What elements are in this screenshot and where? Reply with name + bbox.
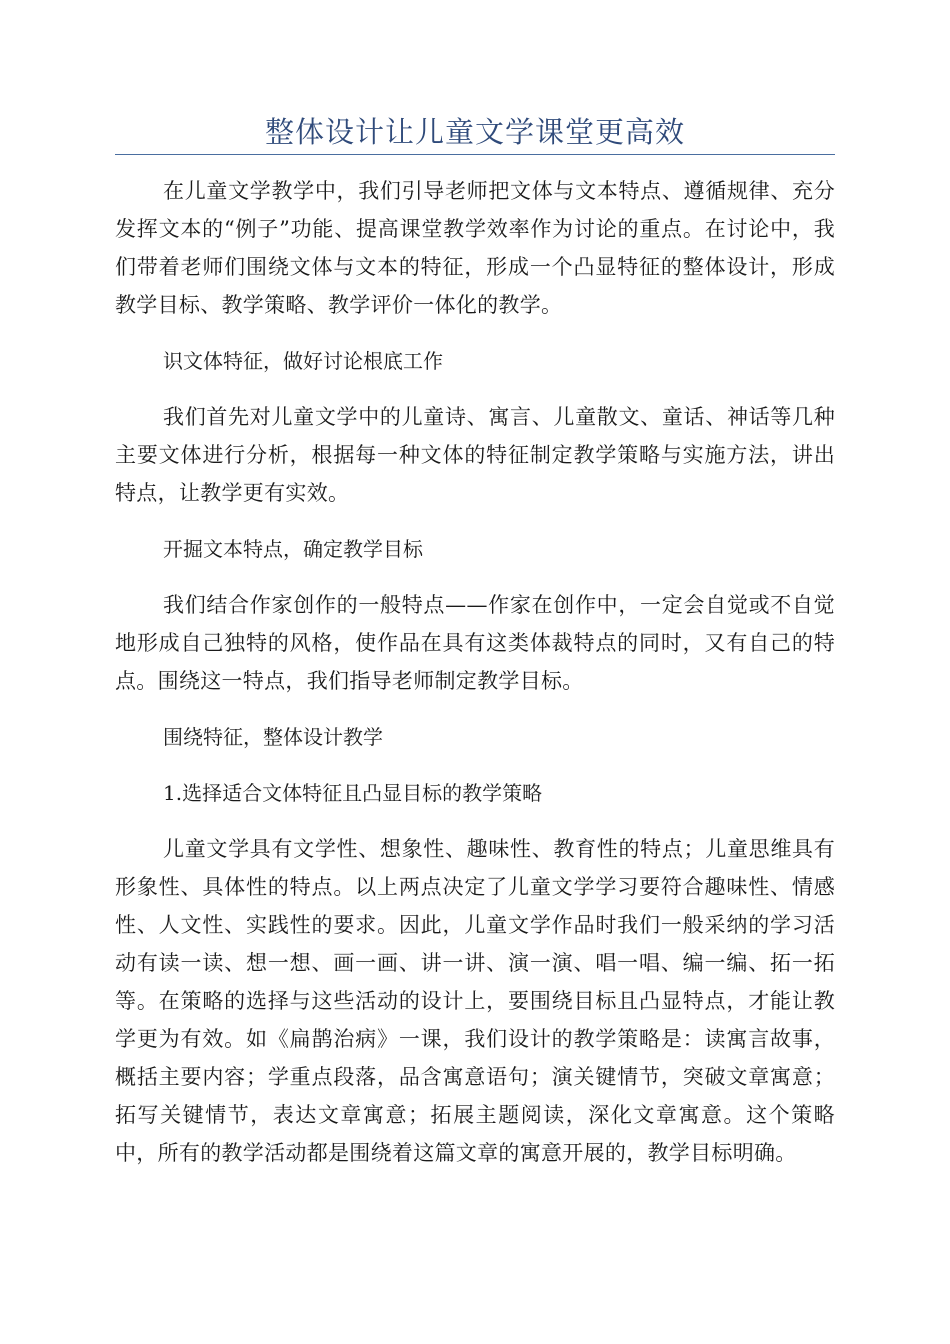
- paragraph-intro: 在儿童文学教学中，我们引导老师把文体与文本特点、遵循规律、充分发挥文本的“例子”功能、提高课堂教学效率作为讨论的重点。在讨论中，我们带着老师们围绕文体与文本的特征，形成一个凸显特征的整体设计，形成教学目标、教学策略、教学评价一体化的教学。: [115, 179, 835, 317]
- document-title: 整体设计让儿童文学课堂更高效: [264, 115, 685, 149]
- paragraph-strategy: 儿童文学具有文学性、想象性、趣味性、教育性的特点；儿童思维具有形象性、具体性的特点。以上两点决定了儿童文学学习要符合趣味性、情感性、人文性、实践性的要求。因此，儿童文学作品时我们一般采纳的学习活动有读一读、想一想、画一画、讲一讲、演一演、唱一唱、编一编、拓一拓等。在策略的选择与这些活动的设计上，要围绕目标且凸显特点，才能让教学更为有效。如《扁鹊治病》一课，我们设计的教学策略是：读寓言故事，概括主要内容；学重点段落，品含寓意语句；演关键情节，突破文章寓意；拓写关键情节，表达文章寓意；拓展主题阅读，深化文章寓意。这个策略中，所有的教学活动都是围绕着这篇文章的寓意开展的，教学目标明确。: [115, 837, 835, 1165]
- paragraph-genre: 我们首先对儿童文学中的儿童诗、寓言、儿童散文、童话、神话等几种主要文体进行分析，根据每一种文体的特征制定教学策略与实施方法，讲出特点，让教学更有实效。: [115, 405, 835, 505]
- section-heading-genre: 识文体特征，做好讨论根底工作: [163, 349, 443, 373]
- subsection-heading-strategy: 1.选择适合文体特征且凸显目标的教学策略: [163, 781, 543, 805]
- section-heading-design: 围绕特征，整体设计教学: [163, 725, 383, 749]
- paragraph-goals: 我们结合作家创作的一般特点——作家在创作中，一定会自觉或不自觉地形成自己独特的风格，使作品在具有这类体裁特点的同时，又有自己的特点。围绕这一特点，我们指导老师制定教学目标。: [115, 593, 835, 693]
- title-underline: [115, 154, 835, 155]
- section-heading-goals: 开掘文本特点，确定教学目标: [163, 537, 423, 561]
- document-body: [115, 172, 835, 1190]
